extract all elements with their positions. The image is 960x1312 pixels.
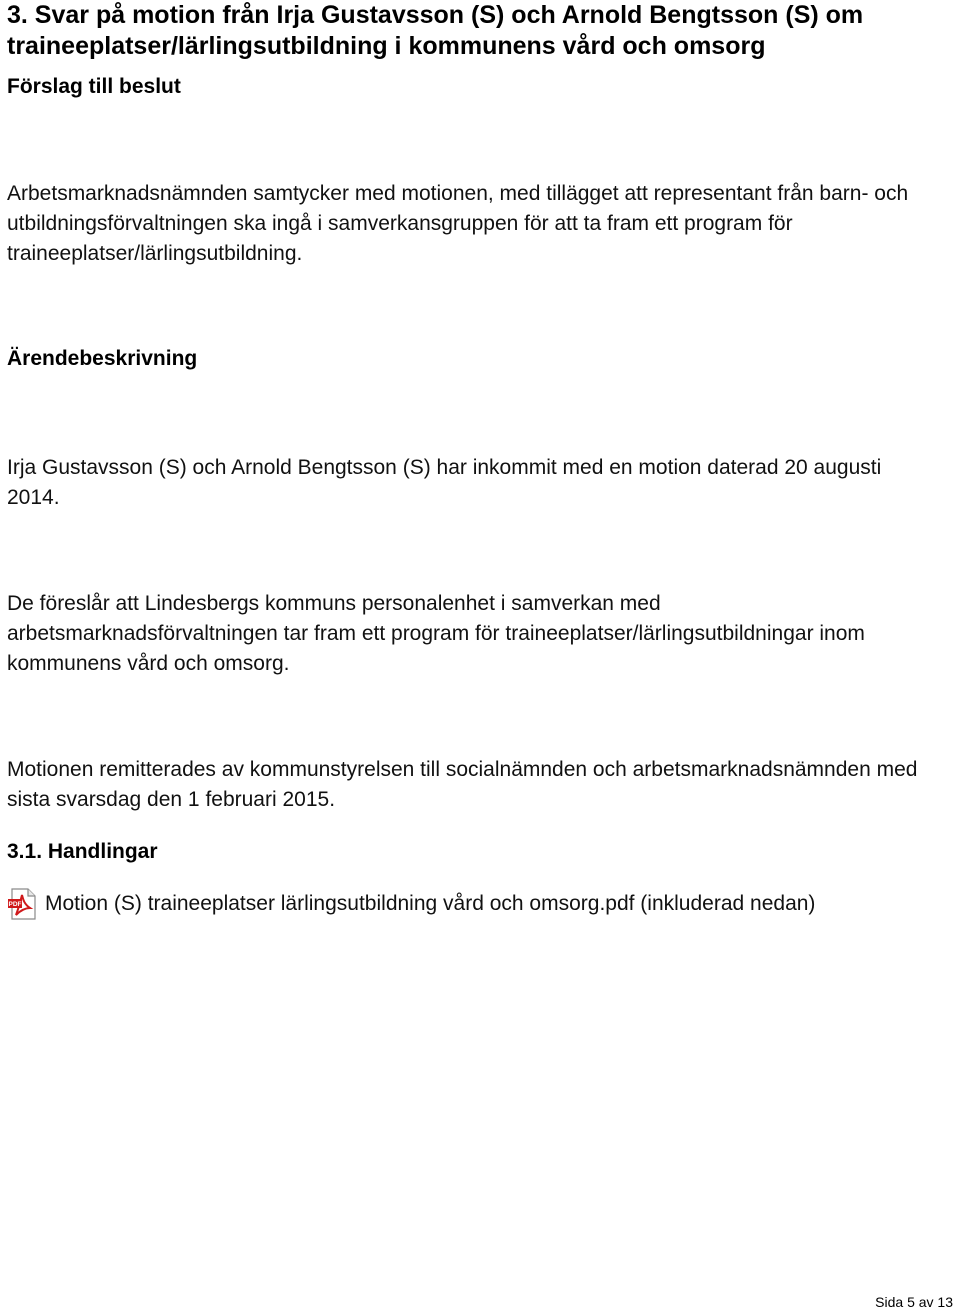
description-paragraph: Irja Gustavsson (S) och Arnold Bengtsson (S) har inkommit med en motion daterad 20 augusti 2014. — [7, 456, 882, 509]
pdf-file-icon — [6, 887, 40, 921]
page-title: 3. Svar på motion från Irja Gustavsson (S) och Arnold Bengtsson (S) om traineeplatser/lärlingsutbildning i kommunens vård och omsorg — [7, 1, 864, 60]
attachment-link[interactable] — [6, 882, 815, 926]
section-heading-description: Ärendebeskrivning — [7, 347, 198, 370]
description-paragraph: De föreslår att Lindesbergs kommuns personalenhet i samverkan med arbetsmarknadsförvaltningen tar fram ett program för traineeplatser/lärlingsutbildningar inom kommunens vård och omsorg. — [7, 592, 865, 675]
section-heading-documents: 3.1. Handlingar — [7, 840, 158, 863]
section-heading-decision: Förslag till beslut — [7, 75, 181, 98]
attachment-label[interactable]: Motion (S) traineeplatser lärlingsutbildning vård och omsorg.pdf (inkluderad nedan) — [45, 892, 816, 915]
page-number: Sida 5 av 13 — [875, 1294, 953, 1310]
description-paragraph: Motionen remitterades av kommunstyrelsen till socialnämnden och arbetsmarknadsnämnden med sista svarsdag den 1 februari 2015. — [7, 758, 918, 811]
svg-text:PDF: PDF — [8, 901, 22, 908]
decision-paragraph: Arbetsmarknadsnämnden samtycker med motionen, med tillägget att representant från barn- och utbildningsförvaltningen ska ingå i samverkansgruppen för att ta fram ett program för traineeplatser/lärlingsutbildning. — [7, 182, 909, 265]
